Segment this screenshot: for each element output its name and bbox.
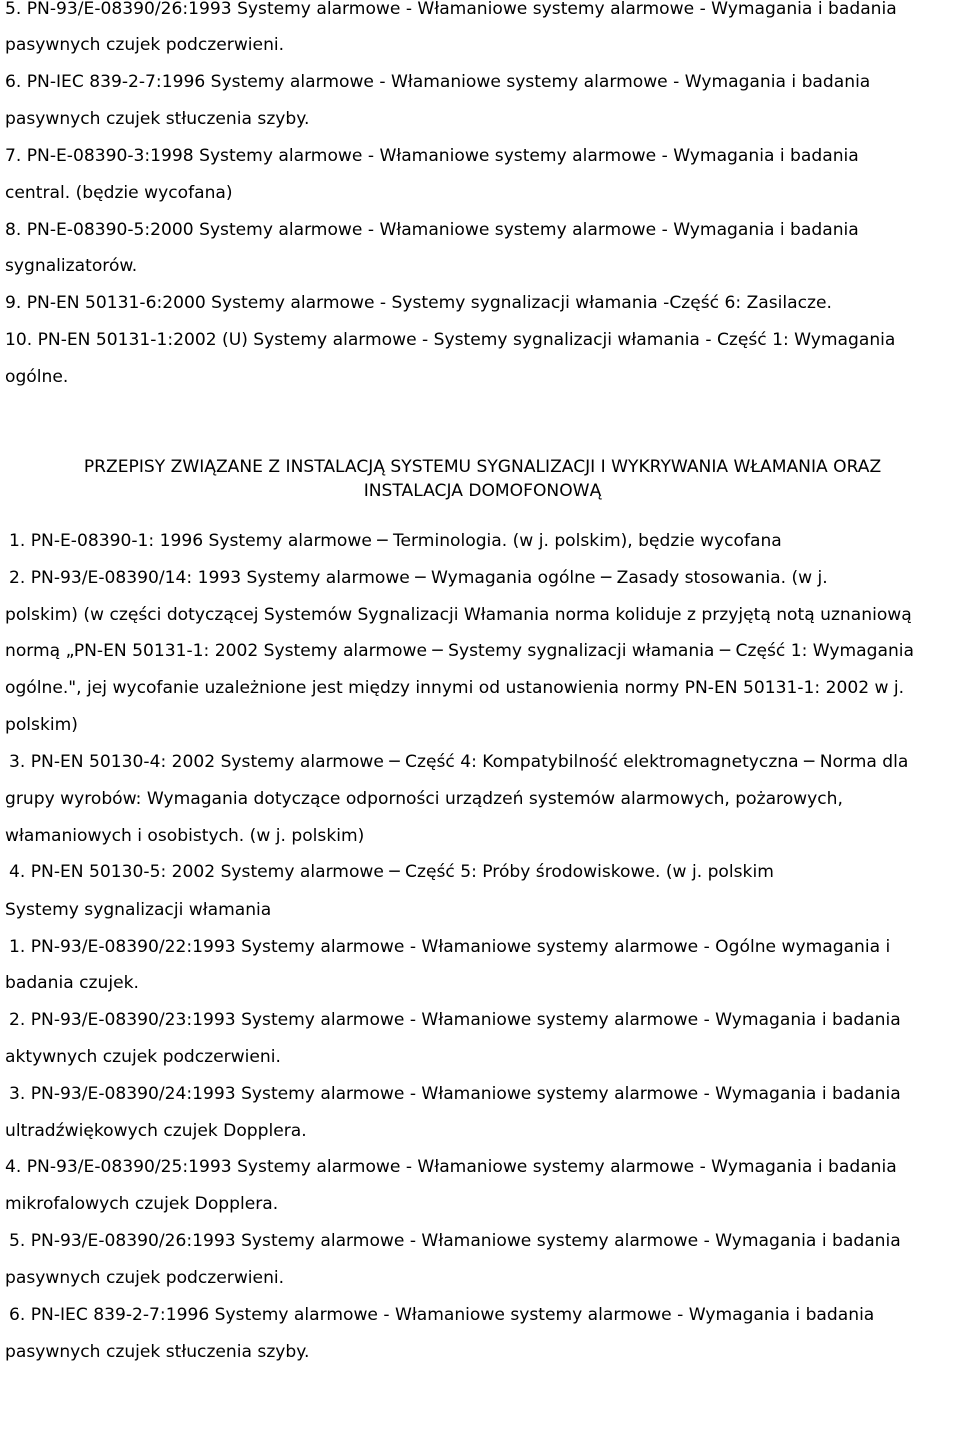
- list-item-line: 9. PN-EN 50131-6:2000 Systemy alarmowe - Systemy sygnalizacji włamania -Część 6: Zasilacze.: [5, 293, 832, 313]
- list-item-line: pasywnych czujek stłuczenia szyby.: [5, 1342, 310, 1362]
- list-item-line: 8. PN-E-08390-5:2000 Systemy alarmowe - Włamaniowe systemy alarmowe - Wymagania i badania: [5, 220, 859, 240]
- list-item-line: ogólne.", jej wycofanie uzależnione jest między innymi od ustanowienia normy PN-EN 50131-1: 2002 w j.: [5, 678, 905, 698]
- list-item-line: ogólne.: [5, 367, 69, 387]
- list-item-line: sygnalizatorów.: [5, 256, 138, 276]
- list-item-line: ultradźwiękowych czujek Dopplera.: [5, 1121, 307, 1141]
- list-item-line: 4. PN-93/E-08390/25:1993 Systemy alarmowe - Włamaniowe systemy alarmowe - Wymagania i badania: [5, 1157, 897, 1177]
- list-item-line: 1. PN-E-08390-1: 1996 Systemy alarmowe ─ Terminologia. (w j. polskim), będzie wycofana: [9, 531, 782, 551]
- list-item-line: 1. PN-93/E-08390/22:1993 Systemy alarmowe - Włamaniowe systemy alarmowe - Ogólne wymagania i: [9, 937, 891, 957]
- list-item-line: normą „PN-EN 50131-1: 2002 Systemy alarmowe ─ Systemy sygnalizacji włamania ─ Część 1: Wymagania: [5, 641, 915, 661]
- list-item-line: włamaniowych i osobistych. (w j. polskim): [5, 826, 365, 846]
- list-item-line: 3. PN-93/E-08390/24:1993 Systemy alarmowe - Włamaniowe systemy alarmowe - Wymagania i badania: [9, 1084, 901, 1104]
- list-item-line: polskim) (w części dotyczącej Systemów Sygnalizacji Włamania norma koliduje z przyjętą notą uznaniową: [5, 605, 912, 625]
- list-item-line: 10. PN-EN 50131-1:2002 (U) Systemy alarmowe - Systemy sygnalizacji włamania - Część 1: Wymagania: [5, 330, 896, 350]
- list-item-line: 2. PN-93/E-08390/14: 1993 Systemy alarmowe ─ Wymagania ogólne ─ Zasady stosowania. (w j.: [9, 568, 828, 588]
- list-item-line: 5. PN-93/E-08390/26:1993 Systemy alarmowe - Włamaniowe systemy alarmowe - Wymagania i badania: [5, 0, 897, 19]
- list-item-line: central. (będzie wycofana): [5, 183, 233, 203]
- subheading: Systemy sygnalizacji włamania: [5, 900, 272, 920]
- list-item-line: 3. PN-EN 50130-4: 2002 Systemy alarmowe ─ Część 4: Kompatybilność elektromagnetyczna ─ Norma dla: [9, 752, 909, 772]
- list-item-line: polskim): [5, 715, 78, 735]
- section-heading-line-1: PRZEPISY ZWIĄZANE Z INSTALACJĄ SYSTEMU SYGNALIZACJI I WYKRYWANIA WŁAMANIA ORAZ: [83, 457, 882, 477]
- list-item-line: 6. PN-IEC 839-2-7:1996 Systemy alarmowe - Włamaniowe systemy alarmowe - Wymagania i badania: [9, 1305, 875, 1325]
- list-item-line: 6. PN-IEC 839-2-7:1996 Systemy alarmowe - Włamaniowe systemy alarmowe - Wymagania i badania: [5, 72, 871, 92]
- list-item-line: 7. PN-E-08390-3:1998 Systemy alarmowe - Włamaniowe systemy alarmowe - Wymagania i badania: [5, 146, 859, 166]
- section-heading-line-2: INSTALACJA DOMOFONOWĄ: [363, 481, 602, 501]
- list-item-line: 5. PN-93/E-08390/26:1993 Systemy alarmowe - Włamaniowe systemy alarmowe - Wymagania i badania: [9, 1231, 901, 1251]
- list-item-line: 4. PN-EN 50130-5: 2002 Systemy alarmowe ─ Część 5: Próby środowiskowe. (w j. polskim: [9, 862, 774, 882]
- list-item-line: mikrofalowych czujek Dopplera.: [5, 1194, 279, 1214]
- list-item-line: 2. PN-93/E-08390/23:1993 Systemy alarmowe - Włamaniowe systemy alarmowe - Wymagania i badania: [9, 1010, 901, 1030]
- list-item-line: aktywnych czujek podczerwieni.: [5, 1047, 281, 1067]
- list-item-line: badania czujek.: [5, 973, 139, 993]
- list-item-line: grupy wyrobów: Wymagania dotyczące odporności urządzeń systemów alarmowych, pożarowych,: [5, 789, 843, 809]
- list-item-line: pasywnych czujek podczerwieni.: [5, 1268, 285, 1288]
- list-item-line: pasywnych czujek podczerwieni.: [5, 35, 285, 55]
- list-item-line: pasywnych czujek stłuczenia szyby.: [5, 109, 310, 129]
